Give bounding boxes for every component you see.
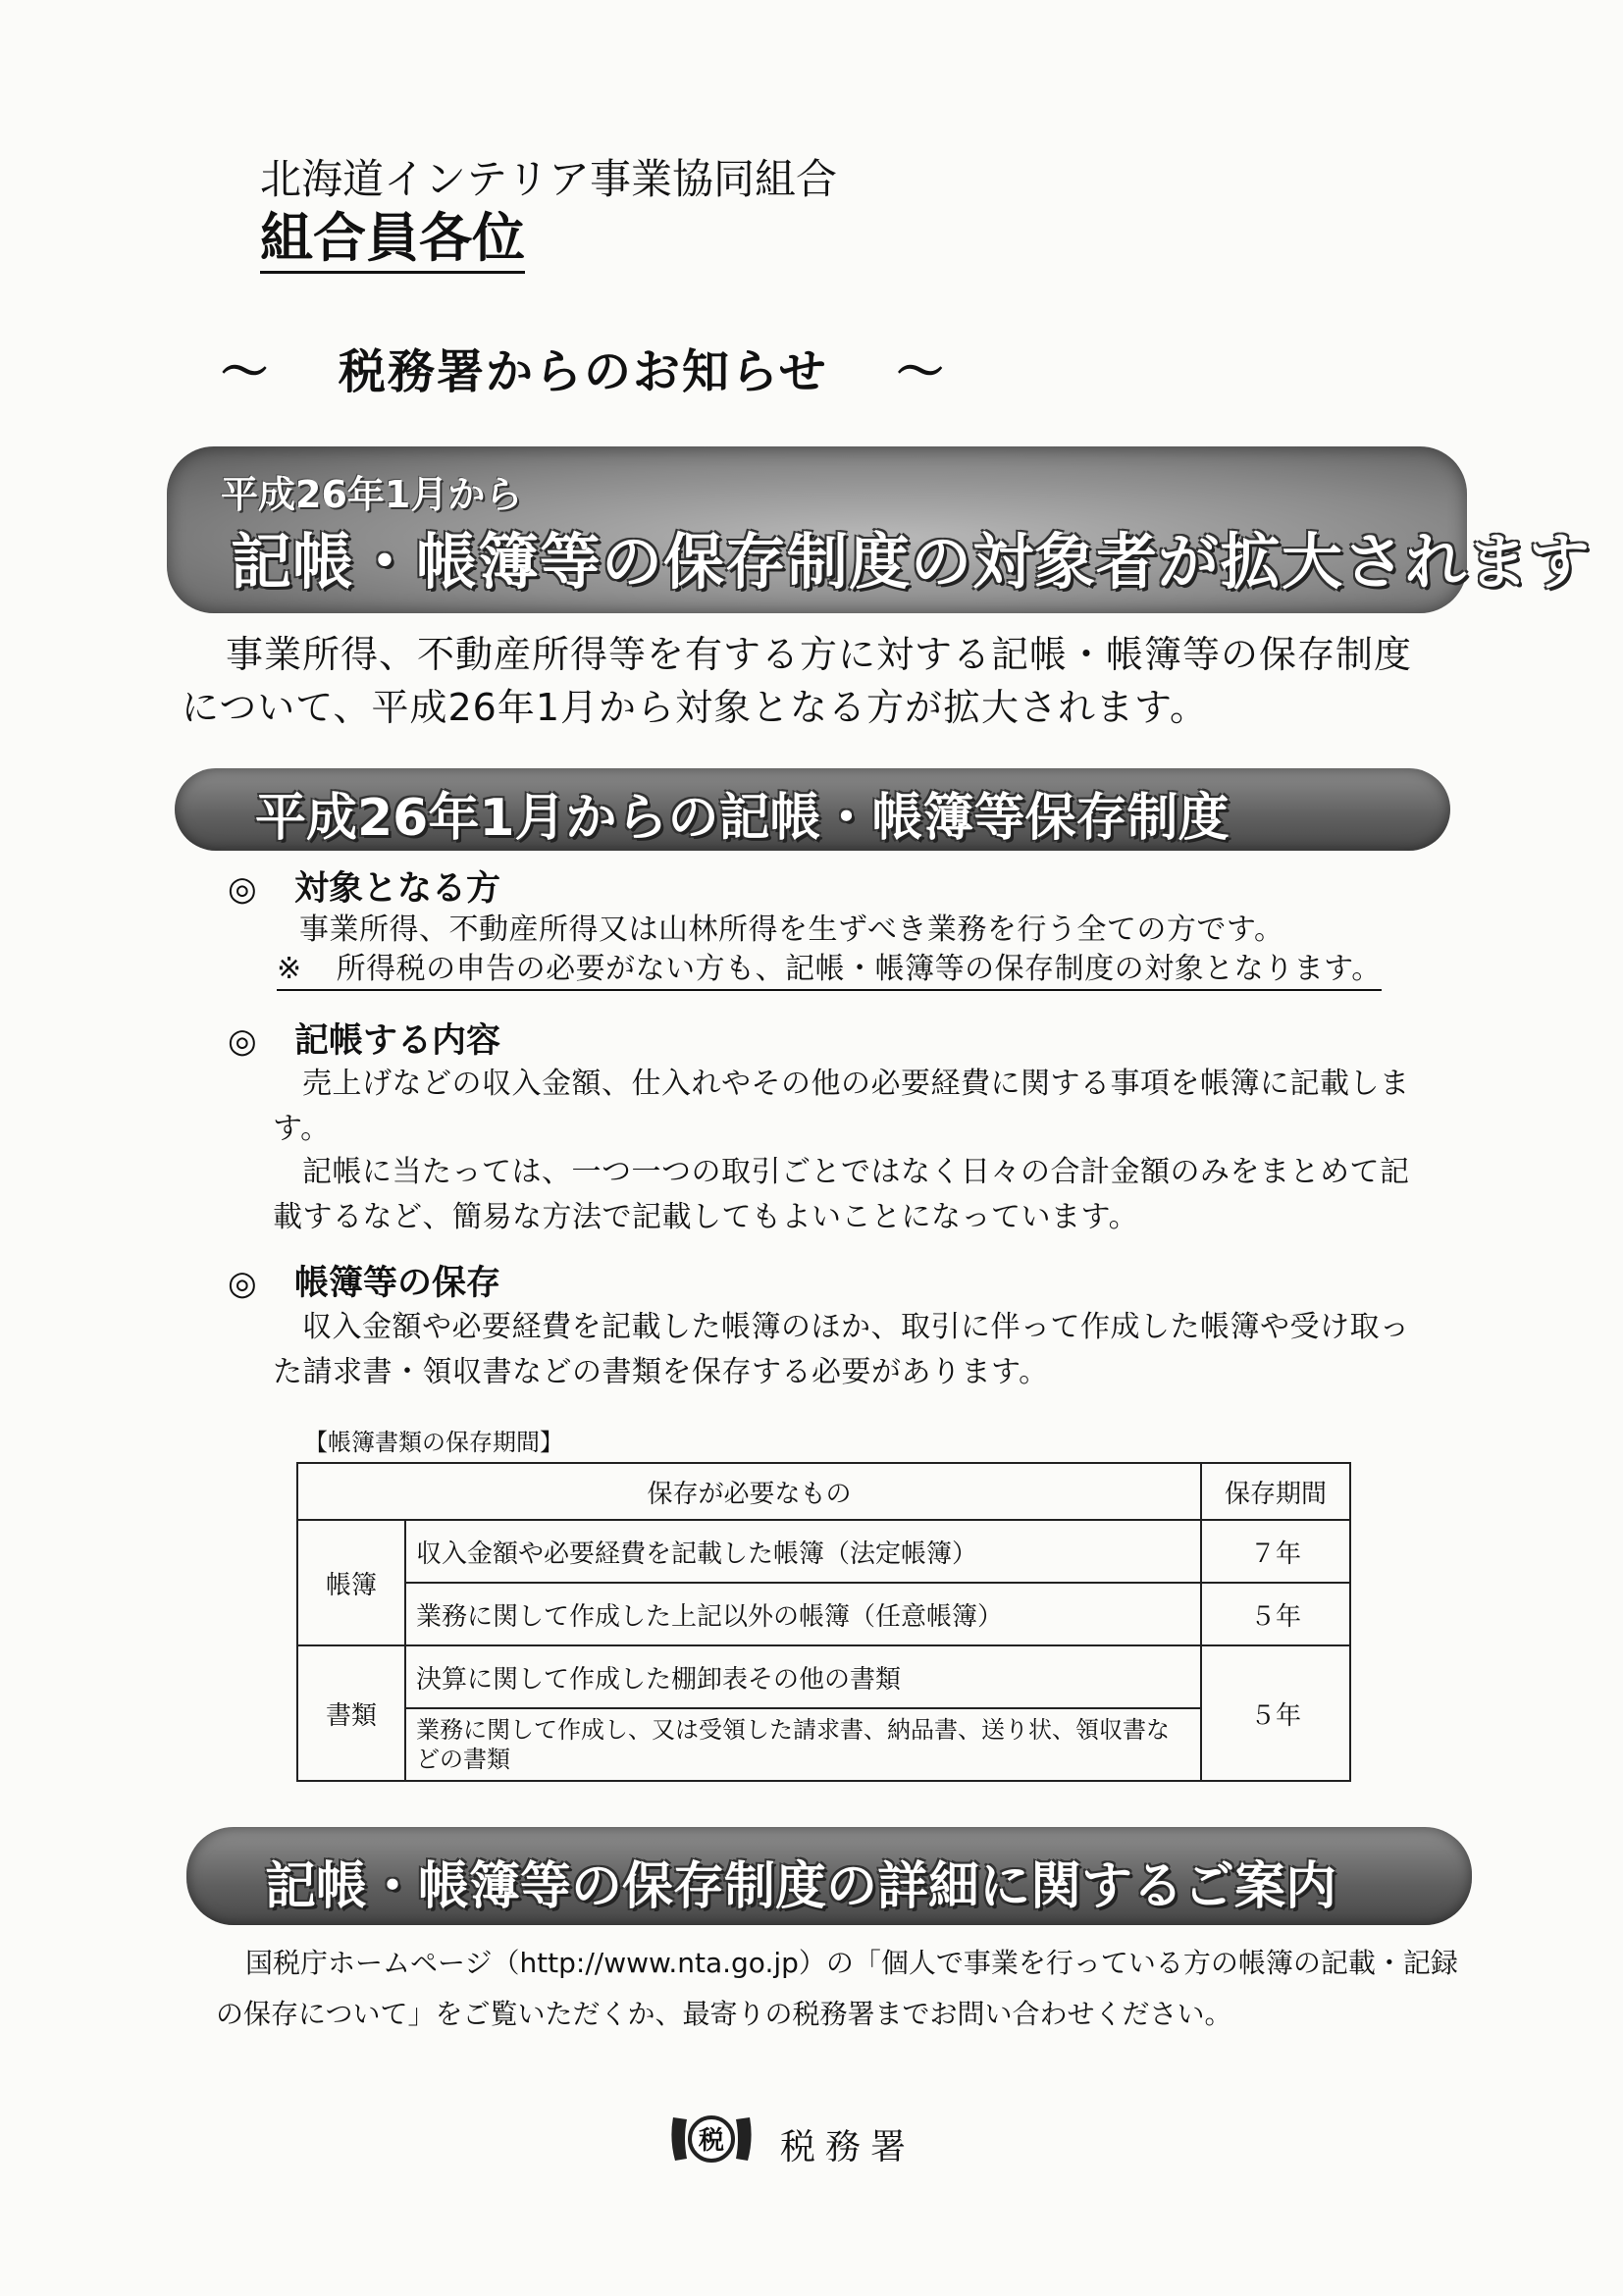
guide-paragraph: 国税庁ホームページ（http://www.nta.go.jp）の「個人で事業を行っている方の帳簿の記載・記録の保存について」をご覧いただくか、最寄りの税務署までお問い合わせください。	[216, 1947, 1458, 2030]
retention-period-table	[296, 1462, 1351, 1782]
period-cell: ５年	[1201, 1645, 1350, 1781]
storage-paragraph: 収入金額や必要経費を記載した帳簿のほか、取引に伴って作成した帳簿や受け取った請求書・領収書などの書類を保存する必要があります。	[273, 1310, 1410, 1389]
guide-banner	[186, 1827, 1472, 1925]
table-row	[297, 1645, 1350, 1708]
double-circle-icon: ◎	[228, 1021, 257, 1061]
guide-banner-text: 記帳・帳簿等の保存制度の詳細に関するご案内	[265, 1857, 1337, 1916]
header-period: 保存期間	[1201, 1463, 1350, 1520]
footer-office-name: 税務署	[780, 2127, 916, 2167]
section-heading-text: 記帳する内容	[294, 1021, 501, 1061]
category-cell: 帳簿	[297, 1520, 405, 1645]
tilde-left: ～	[221, 344, 271, 399]
table-row	[297, 1708, 1350, 1781]
table-row	[297, 1583, 1350, 1645]
target-note	[277, 950, 1382, 991]
note-text: 所得税の申告の必要がない方も、記帳・帳簿等の保存制度の対象となります。	[336, 952, 1382, 986]
content-paragraph-1: 売上げなどの収入金額、仕入れやその他の必要経費に関する事項を帳簿に記載します。	[273, 1067, 1410, 1146]
recipients-heading: 組合員各位	[260, 208, 525, 274]
header-item: 保存が必要なもの	[297, 1463, 1201, 1520]
target-description: 事業所得、不動産所得又は山林所得を生ずべき業務を行う全ての方です。	[299, 913, 1284, 947]
tilde-right: ～	[896, 344, 946, 399]
item-cell: 業務に関して作成し、又は受領した請求書、納品書、送り状、領収書などの書類	[405, 1708, 1201, 1781]
banner-headline: 記帳・帳簿等の保存制度の対象者が拡大されます	[231, 526, 1592, 598]
period-cell: ７年	[1201, 1520, 1350, 1583]
period-cell: ５年	[1201, 1583, 1350, 1645]
item-cell: 決算に関して作成した棚卸表その他の書類	[405, 1645, 1201, 1708]
section-heading-text: 帳簿等の保存	[294, 1264, 501, 1303]
organization-name: 北海道インテリア事業協同組合	[260, 155, 838, 203]
category-cell: 書類	[297, 1645, 405, 1781]
notice-title	[221, 334, 946, 401]
content-paragraph-2: 記帳に当たっては、一つ一つの取引ごとではなく日々の合計金額のみをまとめて記載するなど、簡易な方法で記載してもよいことになっています。	[273, 1155, 1410, 1234]
tax-office-seal-icon	[667, 2110, 756, 2168]
table-header-row	[297, 1463, 1350, 1520]
table-row	[297, 1520, 1350, 1583]
section-heading-content	[228, 1014, 500, 1063]
section-heading-text: 対象となる方	[294, 869, 501, 909]
section-heading-storage	[228, 1256, 500, 1305]
banner-date-line: 平成26年1月から	[221, 473, 523, 516]
section-banner	[175, 768, 1450, 851]
intro-paragraph: 事業所得、不動産所得等を有する方に対する記帳・帳簿等の保存制度について、平成26年1月から対象となる方が拡大されます。	[182, 633, 1413, 729]
item-cell: 業務に関して作成した上記以外の帳簿（任意帳簿）	[405, 1583, 1201, 1645]
seal-char: 税	[698, 2126, 725, 2156]
section-heading-target	[228, 861, 500, 911]
table-caption: 【帳簿書類の保存期間】	[304, 1429, 563, 1456]
double-circle-icon: ◎	[228, 1264, 257, 1303]
section-banner-text: 平成26年1月からの記帳・帳簿等保存制度	[255, 789, 1230, 848]
item-cell: 収入金額や必要経費を記載した帳簿（法定帳簿）	[405, 1520, 1201, 1583]
note-mark: ※	[277, 952, 302, 986]
double-circle-icon: ◎	[228, 869, 257, 909]
main-banner	[167, 446, 1592, 613]
notice-title-text: 税務署からのお知らせ	[339, 344, 828, 399]
